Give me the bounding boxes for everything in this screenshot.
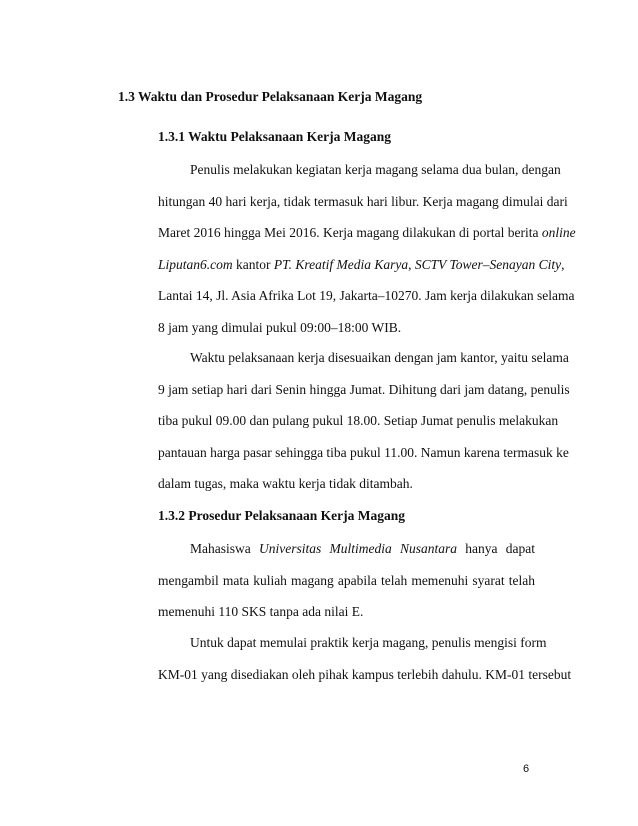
text-line: Untuk dapat memulai praktik kerja magang, penulis mengisi form xyxy=(190,635,547,650)
text-line: memenuhi 110 SKS tanpa ada nilai E. xyxy=(158,604,364,619)
text-line: 9 jam setiap hari dari Senin hingga Jumat. Dihitung dari jam datang, penulis xyxy=(158,381,570,397)
page-number: 6 xyxy=(523,763,530,775)
text-line: Mahasiswa Universitas Multimedia Nusantara hanya dapat xyxy=(190,541,536,556)
text-line: Liputan6.com kantor PT. Kreatif Media Karya, SCTV Tower–Senayan City, xyxy=(158,256,565,272)
text-line: 8 jam yang dimulai pukul 09:00–18:00 WIB. xyxy=(158,319,402,335)
text-line: Penulis melakukan kegiatan kerja magang selama dua bulan, dengan xyxy=(190,162,561,177)
text-line: hitungan 40 hari kerja, tidak termasuk hari libur. Kerja magang dimulai dari xyxy=(158,193,568,209)
subsection-heading-1-3-1: 1.3.1 Waktu Pelaksanaan Kerja Magang xyxy=(158,129,392,144)
text-line: pantauan harga pasar sehingga tiba pukul 11.00. Namun karena termasuk ke xyxy=(158,444,569,460)
section-heading-1-3: 1.3 Waktu dan Prosedur Pelaksanaan Kerja Magang xyxy=(118,89,423,104)
text-line: KM-01 yang disediakan oleh pihak kampus terlebih dahulu. KM-01 tersebut xyxy=(158,666,572,682)
text-line: mengambil mata kuliah magang apabila telah memenuhi syarat telah xyxy=(158,572,535,588)
paragraph-procedure xyxy=(158,627,572,690)
paragraph-office-hours xyxy=(158,342,570,500)
text-line: Lantai 14, Jl. Asia Afrika Lot 19, Jakarta–10270. Jam kerja dilakukan selama xyxy=(158,288,575,303)
subsection-heading-1-3-2: 1.3.2 Prosedur Pelaksanaan Kerja Magang xyxy=(158,508,406,523)
text-line: dalam tugas, maka waktu kerja tidak ditambah. xyxy=(158,476,413,491)
text-line: Waktu pelaksanaan kerja disesuaikan dengan jam kantor, yaitu selama xyxy=(190,350,569,365)
text-line: Maret 2016 hingga Mei 2016. Kerja magang dilakukan di portal berita online xyxy=(158,225,576,240)
text-line: tiba pukul 09.00 dan pulang pukul 18.00. Setiap Jumat penulis melakukan xyxy=(158,413,559,428)
paragraph-work-time xyxy=(158,154,576,343)
paragraph-requirements xyxy=(158,533,535,628)
